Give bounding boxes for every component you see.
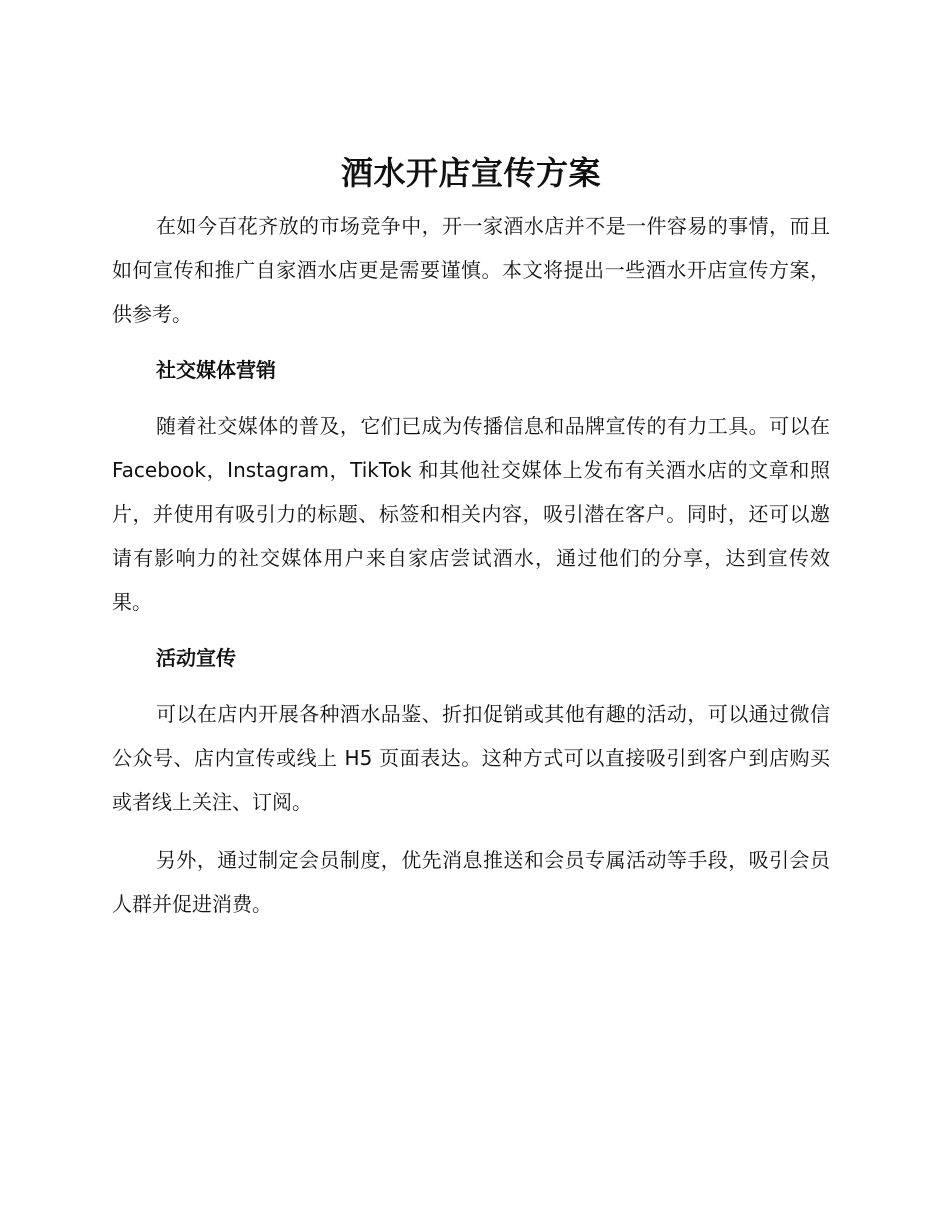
document-page (112, 150, 830, 940)
events-paragraph-1: 可以在店内开展各种酒水品鉴、折扣促销或其他有趣的活动，可以通过微信公众号、店内宣传或线上 H5 页面表达。这种方式可以直接吸引到客户到店购买或者线上关注、订阅。 (112, 702, 830, 814)
section-heading-social-media: 社交媒体营销 (156, 358, 276, 382)
social-media-paragraph: 随着社交媒体的普及，它们已成为传播信息和品牌宣传的有力工具。可以在 Facebook，Instagram，TikTok 和其他社交媒体上发布有关酒水店的文章和照片，并使用有吸引力的标题、标签和相关内容，吸引潜在客户。同时，还可以邀请有影响力的社交媒体用户来自家店尝试酒水，通过他们的分享，达到宣传效果。 (112, 414, 830, 614)
events-paragraph-2: 另外，通过制定会员制度，优先消息推送和会员专属活动等手段，吸引会员人群并促进消费。 (112, 848, 830, 916)
section-heading-events: 活动宣传 (156, 646, 236, 670)
intro-paragraph: 在如今百花齐放的市场竞争中，开一家酒水店并不是一件容易的事情，而且如何宣传和推广自家酒水店更是需要谨慎。本文将提出一些酒水开店宣传方案，供参考。 (112, 214, 830, 326)
document-title: 酒水开店宣传方案 (340, 154, 601, 192)
